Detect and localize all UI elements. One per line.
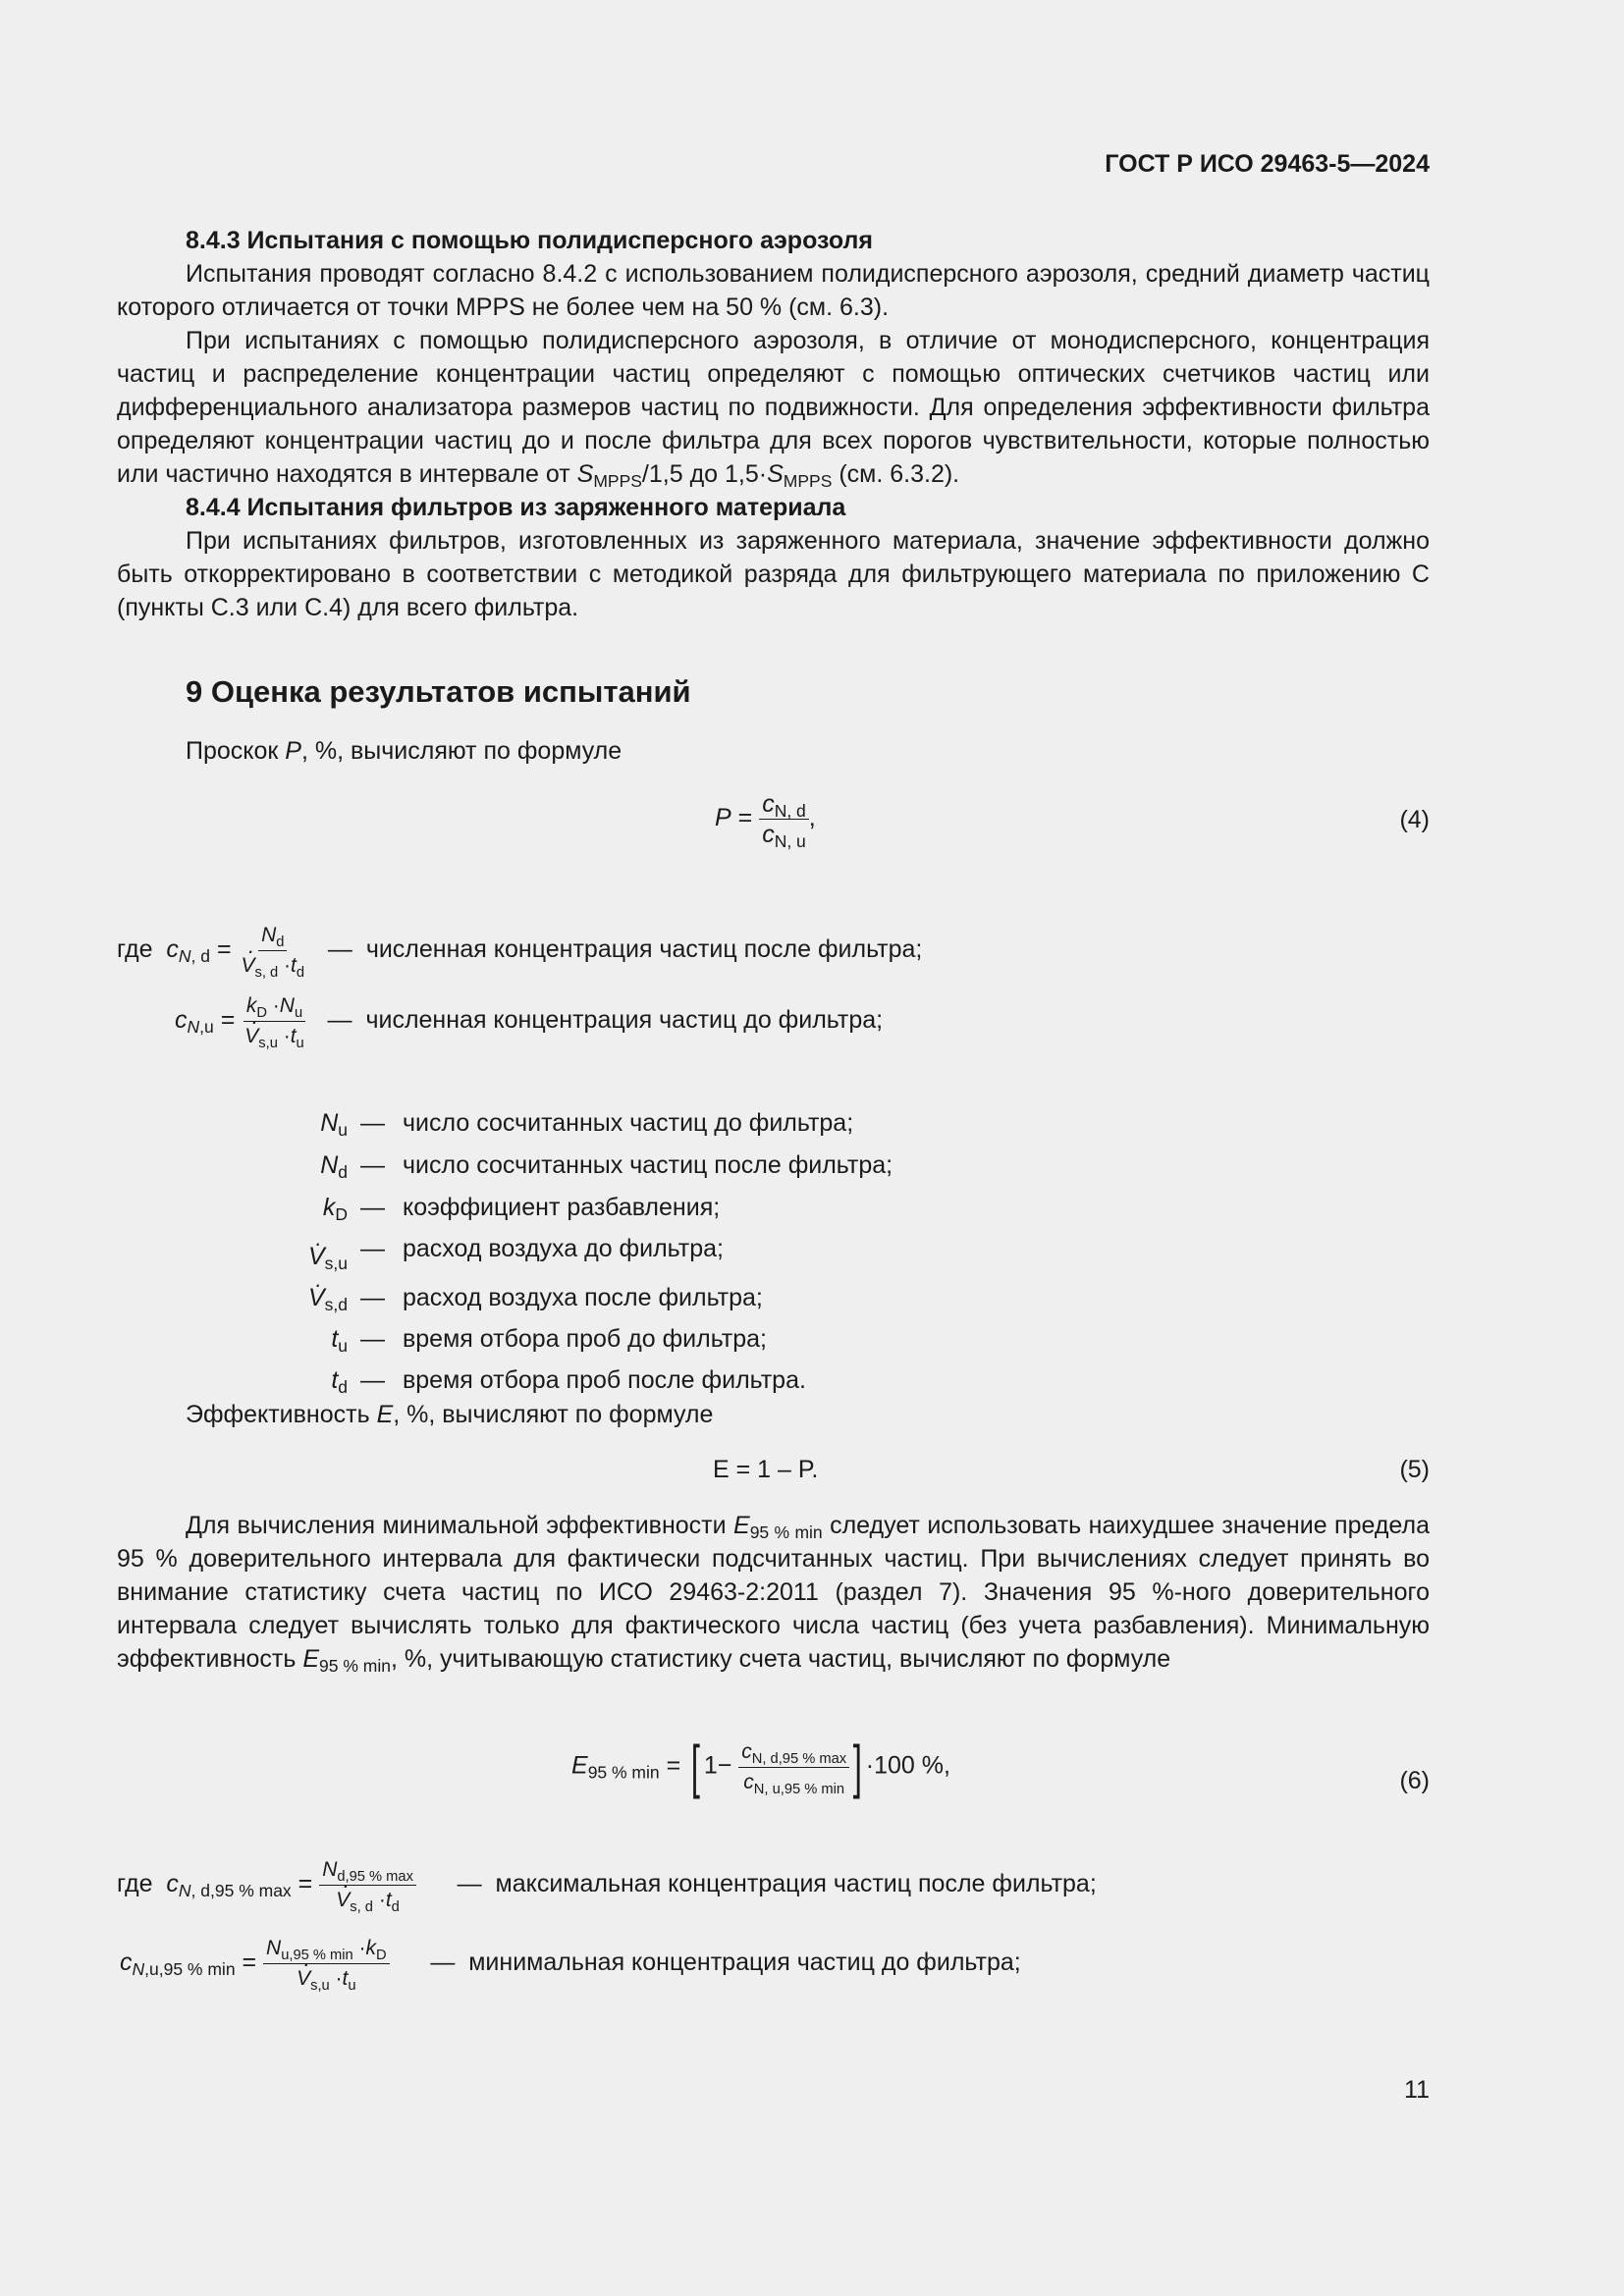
paragraph: Для вычисления минимальной эффективности $E_{95 \% min}$ следует использовать наихудшее значение предела 95 % доверительного интервала для фактически подсчитанных частиц. При вычислениях следует принять во внимание статистику счета частиц по ИСО 29463-2:2011 (раздел 7). Значения 95 %-ного доверительного интервала следует вычислять только для фактического числа частиц (без учета разбавления). Минимальную эффективность $E_{95 \% min}$, %, учитывающую статистику счета частиц, вычисляют по формуле (117, 1512, 1430, 1676)
document-header: ГОСТ Р ИСО 29463-5—2024 (1105, 150, 1430, 178)
definition-c-nu: $c_{N,u}$ = $k_D \cdot N_u$ · $V_{s,u} \cdot t_u$ — численная концентрация частиц до фильтра; (175, 993, 883, 1049)
paragraph: Испытания проводят согласно 8.4.2 с использованием полидисперсного аэрозоля, средний диаметр частиц которого отличается от точки MPPS не более чем на 50 % (см. 6.3). (117, 260, 1430, 321)
definition-c-nd: где $c_{N, d}$ = $N_d$ · $V_{s, d} \cdot t_d$ — численная концентрация частиц после фильтра; (117, 923, 922, 979)
formula-4: P = $\frac{c_{N, d}}{c_{N, u}}$ , (715, 790, 816, 851)
page-number: 11 (1404, 2076, 1430, 2104)
formula-number: (6) (1399, 1767, 1430, 1794)
paragraph: Проскок P, %, вычисляют по формуле (186, 737, 623, 765)
formula-number: (4) (1399, 806, 1430, 833)
formula-number: (5) (1399, 1456, 1430, 1483)
definition-c-nd-max: где $c_{N, d,95 \% max}$ = $N_{d,95 \% max}$ · $V_{s, d} \cdot t_d$ — максимальная концентрация частиц после фильтра; (117, 1857, 1097, 1913)
formula-6: $E_{95 \% min}$ = [ 1− $\frac{c_{N, d,95 \% max}}{c_{N, u,95 \% min}}$ ] ·100 %, (571, 1734, 950, 1799)
subsection-heading-8-4-4: 8.4.4 Испытания фильтров из заряженного материала (186, 494, 846, 521)
subsection-heading-8-4-3: 8.4.3 Испытания с помощью полидисперсного аэрозоля (186, 227, 873, 254)
paragraph: Эффективность E, %, вычисляют по формуле (186, 1401, 714, 1428)
paragraph: При испытаниях с помощью полидисперсного аэрозоля, в отличие от монодисперсного, концентрация частиц и распределение концентрации частиц определяют с помощью оптических счетчиков частиц или дифференциального анализатора размеров частиц по подвижности. Для определения эффективности фильтра определяют концентрации частиц до и после фильтра для всех порогов чувствительности, которые полностью или частично находятся в интервале от $S_{MPPS}/1,5$ до $1,5\cdot S_{MPPS}$ (см. 6.3.2). (117, 327, 1430, 491)
section-8-4-block (117, 224, 1430, 624)
section-title-9: 9 Оценка результатов испытаний (186, 674, 691, 709)
paragraph: При испытаниях фильтров, изготовленных из заряженного материала, значение эффективности должно быть откорректировано в соответствии с методикой разряда для фильтрующего материала по приложению С (пункты С.3 или С.4) для всего фильтра. (117, 527, 1430, 621)
formula-5: E = 1 – P. (713, 1456, 819, 1483)
definition-c-nu-min: $c_{N,u,95 \% min}$ = $N_{u,95 \% min} \cdot k_D$ · $V_{s,u} \cdot t_u$ — минимальная концентрация частиц до фильтра; (120, 1936, 1021, 1992)
